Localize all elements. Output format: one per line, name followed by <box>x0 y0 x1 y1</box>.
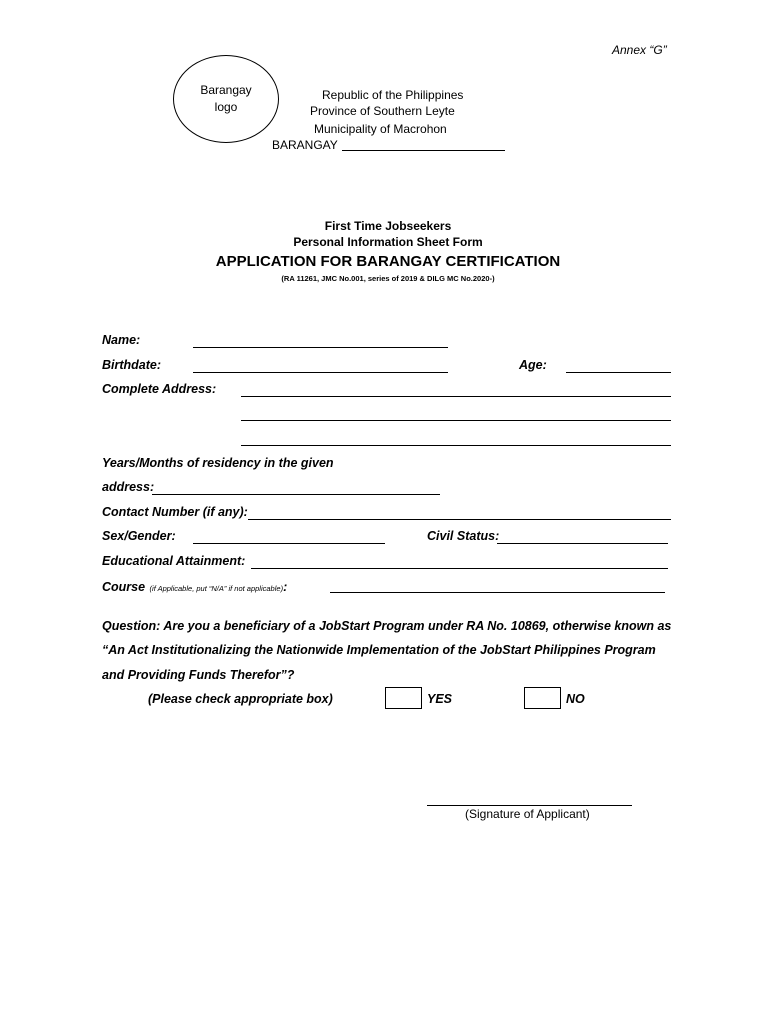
no-label: NO <box>566 692 585 706</box>
question-line2: “An Act Institutionalizing the Nationwide Implementation of the JobStart Philippines Program <box>102 643 656 657</box>
name-label: Name: <box>102 333 141 347</box>
contact-label: Contact Number (if any): <box>102 505 248 519</box>
yes-label: YES <box>427 692 453 706</box>
education-label: Educational Attainment: <box>102 554 246 568</box>
header-barangay-label: BARANGAY <box>272 138 338 152</box>
signature-line[interactable] <box>427 805 632 806</box>
sex-label: Sex/Gender: <box>102 529 176 543</box>
barangay-logo-placeholder <box>173 55 279 143</box>
address-field-line3[interactable] <box>241 445 671 446</box>
header-republic: Republic of the Philippines <box>322 88 464 102</box>
birthdate-field[interactable] <box>193 372 448 373</box>
residency-label-line2: address: <box>102 480 155 494</box>
course-label-group <box>102 578 287 596</box>
signature-label: (Signature of Applicant) <box>465 807 590 821</box>
title-line2: Personal Information Sheet Form <box>293 235 483 249</box>
course-label: Course <box>102 580 146 594</box>
age-label: Age: <box>519 358 547 372</box>
logo-text-line2: logo <box>214 100 238 114</box>
logo-text-line1: Barangay <box>200 83 252 97</box>
education-field[interactable] <box>251 568 668 569</box>
no-checkbox[interactable] <box>524 687 561 709</box>
yes-checkbox[interactable] <box>385 687 422 709</box>
check-instruction: (Please check appropriate box) <box>148 692 333 706</box>
question-line1: Question: Are you a beneficiary of a JobStart Program under RA No. 10869, otherwise known as <box>102 619 672 633</box>
question-line3: and Providing Funds Therefor”? <box>102 668 295 682</box>
header-municipality: Municipality of Macrohon <box>314 122 447 136</box>
age-field[interactable] <box>566 372 671 373</box>
residency-label-line1: Years/Months of residency in the given <box>102 456 334 470</box>
header-province: Province of Southern Leyte <box>310 104 455 118</box>
annex-label: Annex “G” <box>612 43 667 57</box>
course-colon: : <box>283 580 288 594</box>
sex-field[interactable] <box>193 543 385 544</box>
address-field-line1[interactable] <box>241 396 671 397</box>
contact-field[interactable] <box>248 519 671 520</box>
address-label: Complete Address: <box>102 382 217 396</box>
address-field-line2[interactable] <box>241 420 671 421</box>
civil-status-field[interactable] <box>497 543 668 544</box>
title-reference: (RA 11261, JMC No.001, series of 2019 & DILG MC No.2020-) <box>281 274 495 283</box>
birthdate-label: Birthdate: <box>102 358 162 372</box>
title-main: APPLICATION FOR BARANGAY CERTIFICATION <box>215 253 561 270</box>
name-field[interactable] <box>193 347 448 348</box>
course-field[interactable] <box>330 592 665 593</box>
title-line1: First Time Jobseekers <box>324 219 452 233</box>
civil-status-label: Civil Status: <box>427 529 500 543</box>
residency-field[interactable] <box>152 494 440 495</box>
course-note: (if Applicable, put “N/A” if not applicable) <box>149 584 284 593</box>
barangay-name-line[interactable] <box>342 150 505 151</box>
